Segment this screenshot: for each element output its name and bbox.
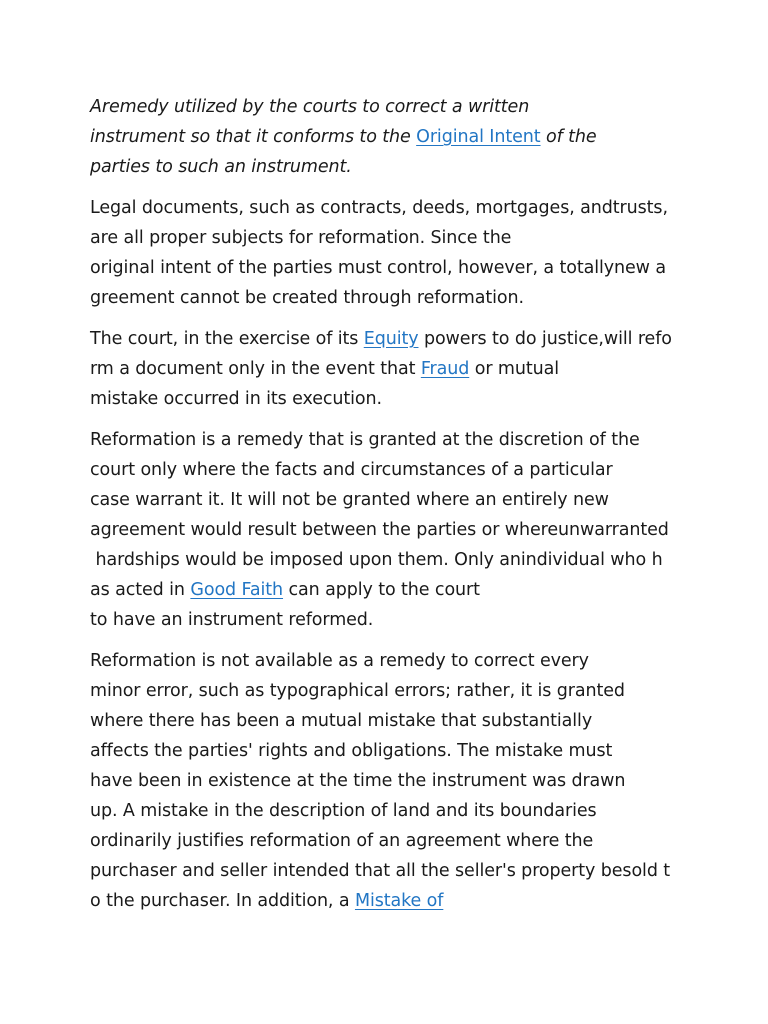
text-line xyxy=(90,324,690,354)
text-line: where there has been a mutual mistake that substantially xyxy=(90,711,593,731)
text-line: affects the parties' rights and obligations. The mistake must xyxy=(90,741,613,761)
fraud-link[interactable]: Fraud xyxy=(420,359,470,379)
text-line: Reformation is not available as a remedy to correct every xyxy=(90,651,589,671)
text-line xyxy=(90,122,690,152)
mistake-of-link[interactable]: Mistake of xyxy=(354,891,444,911)
text-line: court only where the facts and circumstances of a particular xyxy=(90,460,613,480)
text-line: purchaser and seller intended that all the seller's property besold t xyxy=(90,861,671,881)
text-line: are all proper subjects for reformation. Since the xyxy=(90,228,512,248)
text-line: have been in existence at the time the instrument was drawn xyxy=(90,771,626,791)
text-span: rm a document only in the event that xyxy=(90,359,421,379)
text-line: Reformation is a remedy that is granted at the discretion of the xyxy=(90,430,640,450)
intro-paragraph xyxy=(90,92,690,182)
text-line: greement cannot be created through reformation. xyxy=(90,288,524,308)
text-span: can apply to the court xyxy=(283,580,480,600)
text-line: mistake occurred in its execution. xyxy=(90,389,382,409)
text-line: Aremedy utilized by the courts to correct a written xyxy=(90,97,530,117)
text-line: hardships would be imposed upon them. Only anindividual who h xyxy=(90,550,663,570)
paragraph-mutual-mistake xyxy=(90,646,690,916)
original-intent-link[interactable]: Original Intent xyxy=(416,127,541,147)
text-line: agreement would result between the parties or whereunwarranted xyxy=(90,520,669,540)
text-span: of the xyxy=(540,127,597,147)
text-line: ordinarily justifies reformation of an agreement where the xyxy=(90,831,594,851)
good-faith-link[interactable]: Good Faith xyxy=(190,580,284,600)
text-line: original intent of the parties must control, however, a totallynew a xyxy=(90,258,666,278)
text-span: The court, in the exercise of its xyxy=(90,329,364,349)
text-line: Legal documents, such as contracts, deeds, mortgages, andtrusts, xyxy=(90,198,668,218)
text-line xyxy=(90,575,690,605)
paragraph-legal-documents xyxy=(90,193,690,313)
paragraph-discretion xyxy=(90,425,690,635)
text-span: powers to do justice,will refo xyxy=(418,329,672,349)
document-body xyxy=(90,92,690,927)
text-span: instrument so that it conforms to the xyxy=(90,127,417,147)
text-line xyxy=(90,354,690,384)
text-line: up. A mistake in the description of land and its boundaries xyxy=(90,801,597,821)
text-line: case warrant it. It will not be granted where an entirely new xyxy=(90,490,609,510)
text-line xyxy=(90,886,690,916)
text-span: or mutual xyxy=(469,359,559,379)
text-span: o the purchaser. In addition, a xyxy=(90,891,355,911)
equity-link[interactable]: Equity xyxy=(363,329,419,349)
text-span: as acted in xyxy=(90,580,191,600)
text-line: minor error, such as typographical errors; rather, it is granted xyxy=(90,681,625,701)
text-line: to have an instrument reformed. xyxy=(90,610,374,630)
paragraph-court-equity xyxy=(90,324,690,414)
text-line: parties to such an instrument. xyxy=(90,157,352,177)
